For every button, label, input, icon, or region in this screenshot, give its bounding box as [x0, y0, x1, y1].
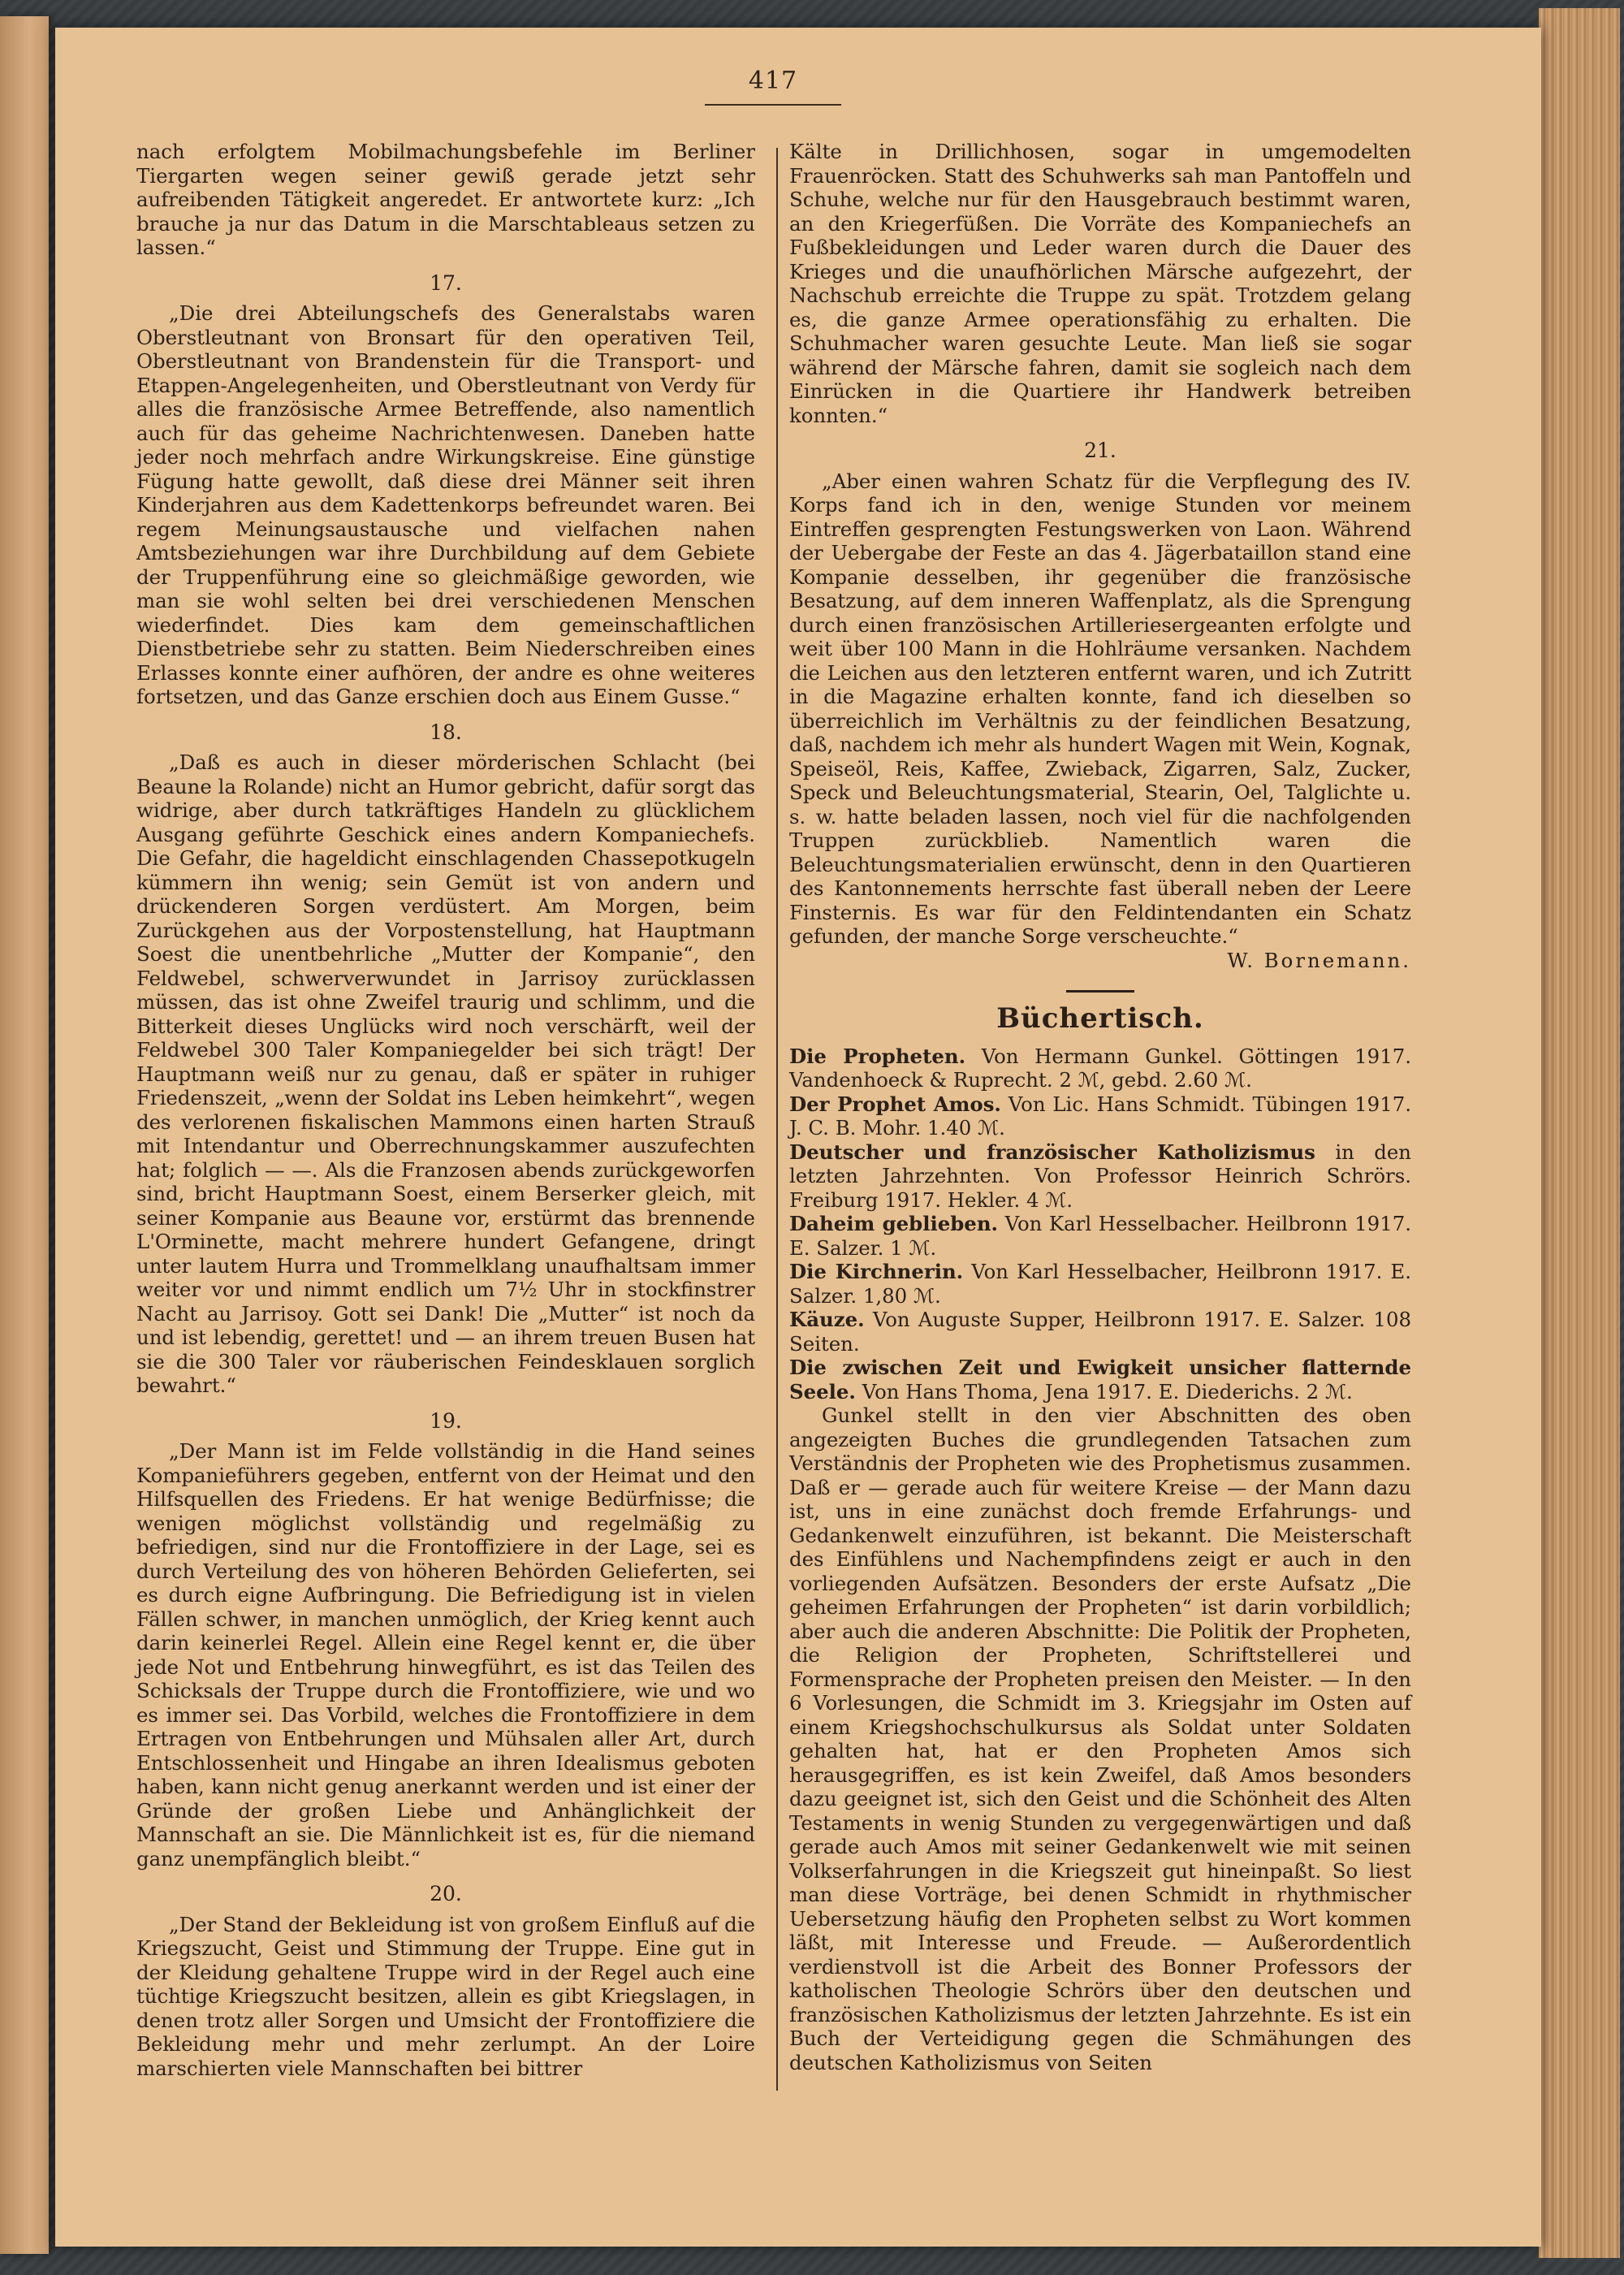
book-details: Von Hans Thoma, Jena 1917. E. Diederichs. 2 ℳ.	[862, 1379, 1353, 1403]
author-signature: W. Bornemann.	[1227, 948, 1411, 972]
book-entry	[789, 1140, 1411, 1213]
right-column	[789, 140, 1411, 2074]
book-details: Von Karl Hesselbacher, Heilbronn 1917. E. Salzer. 1,80 ℳ.	[789, 1260, 1411, 1308]
book-entry	[789, 1045, 1411, 1092]
book-title: Daheim geblieben.	[789, 1212, 999, 1235]
column-divider	[776, 148, 778, 2091]
book-details: Von Lic. Hans Schmidt. Tübingen 1917. J. C. B. Mohr. 1.40 ℳ.	[789, 1092, 1411, 1140]
paragraph: „Die drei Abteilungschefs des Generalstabs waren Oberstleutnant von Bronsart für den operativen Teil, Oberstleutnant von Brandenstein für die Transport- und Etappen-Angelegenheiten, und Oberstleutnant von Verdy für alles die französische Armee Betreffende, also namentlich auch für das geheime Nachrichtenwesen. Daneben hatte jeder noch mehrfach andre Wirkungskreise. Eine günstige Fügung hatte gewollt, daß diese drei Männer seit ihren Kinderjahren aus dem Kadettenkorps befreundet waren. Bei regem Meinungsaustausche und vielfachen nahen Amtsbeziehungen war ihre Durchbildung auf dem Gebiete der Truppenführung eine so gleichmäßige geworden, wie man sie wohl selten bei drei verschiedenen Menschen wiederfindet. Dies kam dem gemeinschaftlichen Dienstbetriebe sehr zu statten. Beim Niederschreiben eines Erlasses konnte einer aufhören, der andre es ohne weiteres fortsetzen, und das Ganze erschien doch aus Einem Gusse.“	[136, 301, 755, 708]
book-details: in den letzten Jahrzehnten. Von Professor Heinrich Schrörs. Freiburg 1917. Hekler. 4 ℳ.	[789, 1140, 1411, 1212]
section-number: 18.	[430, 720, 462, 744]
book-details: Von Karl Hesselbacher. Heilbronn 1917. E. Salzer. 1 ℳ.	[789, 1212, 1411, 1260]
book-entry	[789, 1308, 1411, 1356]
section-number: 20.	[430, 1882, 462, 1905]
book-title: Die Kirchnerin.	[789, 1260, 964, 1283]
section-number: 19.	[430, 1408, 462, 1433]
paragraph: „Der Mann ist im Felde vollständig in die Hand seines Kompanieführers gegeben, entfernt von der Heimat und den Hilfsquellen des Friedens. Er hat wenige Bedürfnisse; die wenigen möglichst vollständig und regelmäßig zu befriedigen, sind nur die Frontoffiziere in der Lage, sei es durch Verteilung des von höheren Behörden Gelieferten, sei es durch eigne Aufbringung. Die Befriedigung ist in vielen Fällen schwer, in manchen unmöglich, der Krieg kennt auch darin keinerlei Regel. Allein eine Regel kennt er, die über jede Not und Entbehrung hinwegführt, es ist das Teilen des Schicksals der Truppe durch die Frontoffiziere, wie und wo es immer sei. Das Vorbild, welches die Frontoffiziere in dem Ertragen von Entbehrungen und Mühsalen aller Art, durch Entschlossenheit und Hingabe an ihren Idealismus geboten haben, kann nicht genug anerkannt werden und ist einer der Gründe der großen Liebe und Anhänglichkeit der Mannschaft an sie. Die Männlichkeit ist es, für die niemand ganz unempfänglich bleibt.“	[136, 1439, 755, 1871]
paragraph: „Aber einen wahren Schatz für die Verpflegung des IV. Korps fand ich in den, wenige Stunden vor meinem Eintreffen gesprengten Festungswerken von Laon. Während der Uebergabe der Feste an das 4. Jägerbataillon stand eine Kompanie desselben, ihr gegenüber die französische Besatzung, auf dem inneren Waffenplatz, als die Sprengung durch einen französischen Artilleriesergeanten erfolgte und weit über 100 Mann in die Hohlräume versanken. Nachdem die Leichen aus den letzteren entfernt waren, und ich Zutritt in die Magazine erhalten konnte, fand ich dieselben so überreichlich im Verhältnis zu der feindlichen Besatzung, daß, nachdem ich mehr als hundert Wagen mit Wein, Kognak, Speiseöl, Reis, Kaffee, Zwieback, Zigarren, Salz, Zucker, Speck und Beleuchtungsmaterial, Stearin, Oel, Talglichte u. s. w. hatte beladen lassen, noch viel für die nachfolgenden Truppen zurückblieb. Namentlich waren die Beleuchtungsmaterialien erwünscht, denn in den Quartieren des Kantonnements herrschte fast überall neben der Leere Finsternis. Es war für den Feldintendanten ein Schatz gefunden, der manche Sorge verscheuchte.“	[789, 469, 1411, 948]
book-details: Von Hermann Gunkel. Göttingen 1917. Vandenhoeck & Ruprecht. 2 ℳ, gebd. 2.60 ℳ.	[789, 1044, 1411, 1092]
paragraph: „Der Stand der Bekleidung ist von großem Einfluß auf die Kriegszucht, Geist und Stimmung der Truppe. Eine gut in der Kleidung gehaltene Truppe wird in der Regel auch eine tüchtige Kriegszucht besitzen, allein es gibt Kriegslagen, in denen trotz aller Sorgen und Umsicht der Frontoffiziere die Bekleidung mehr und mehr zerlumpt. An der Loire marschierten viele Mannschaften bei bittrer	[136, 1912, 755, 2080]
header-rule	[705, 104, 841, 106]
book-entry	[789, 1092, 1411, 1140]
book-title: Die Propheten.	[789, 1044, 966, 1068]
paragraph: Kälte in Drillichhosen, sogar in umgemodelten Frauenröcken. Statt des Schuhwerks sah man Pantoffeln und Schuhe, welche nur für den Hausgebrauch bestimmt waren, an den Kriegerfüßen. Die Vorräte des Kompaniechefs an Fußbekleidungen und Leder waren durch die Dauer des Krieges und die unaufhörlichen Märsche aufgezehrt, der Nachschub erreichte die Truppe zu spät. Trotzdem gelang es, die ganze Armee operationsfähig zu erhalten. Die Schuhmacher waren gesuchte Leute. Man ließ sie sogar während der Märsche fahren, damit sie sogleich nach dem Einrücken in die Quartiere ihr Handwerk betreiben konnten.“	[789, 140, 1411, 427]
book-entry	[789, 1212, 1411, 1260]
book-title: Die zwischen Zeit und Ewigkeit unsicher flatternde Seele.	[789, 1356, 1411, 1403]
section-number: 21.	[1084, 439, 1116, 462]
section-separator	[1066, 990, 1134, 993]
review-paragraph: Gunkel stellt in den vier Abschnitten des oben angezeigten Buches die grundlegenden Tatsachen zum Verständnis der Propheten wie des Prophetismus zusammen. Daß er — gerade auch für weitere Kreise — der Mann dazu ist, uns in eine zunächst doch fremde Erfahrungs- und Gedankenwelt einzuführen, ist bekannt. Die Meisterschaft des Einfühlens und Nachempfindens zeigt er auch in den vorliegenden Aufsätzen. Besonders der erste Aufsatz „Die geheimen Erfahrungen der Propheten“ ist darin vorbildlich; aber auch die anderen Abschnitte: Die Politik der Propheten, die Religion der Propheten, Schriftstellerei und Formensprache der Propheten preisen den Meister. — In den 6 Vorlesungen, die Schmidt im 3. Kriegsjahr im Osten auf einem Kriegshochschulkursus als Soldat unter Soldaten gehalten hat, hat er den Propheten Amos sich herausgegriffen, es ist kein Zweifel, daß Amos besonders dazu geeignet ist, sich den Geist und die Schönheit des Alten Testaments in wenig Stunden zu vergegenwärtigen und daß gerade auch Amos mit seiner Gedankenwelt wie mit seinen Volkserfahrungen in die Kriegszeit gut hineinpaßt. So liest man diese Vorträge, bei denen Schmidt in rhythmischer Uebersetzung häufig den Propheten selbst zu Wort kommen läßt, mit Interesse und Freude. — Außerordentlich verdienstvoll ist die Arbeit des Bonner Professors der katholischen Theologie Schrörs über den deutschen und französischen Katholizismus der letzten Jahrzehnte. Es ist ein Buch der Verteidigung gegen die Schmähungen des deutschen Katholizismus von Seiten	[789, 1403, 1411, 2074]
book-details: Von Auguste Supper, Heilbronn 1917. E. Salzer. 108 Seiten.	[789, 1308, 1411, 1356]
section-title: Büchertisch.	[996, 1002, 1204, 1035]
paragraph: nach erfolgtem Mobilmachungsbefehle im Berliner Tiergarten wegen seiner gewiß gerade jetzt sehr aufreibenden Tätigkeit angeredet. Er antwortete kurz: „Ich brauche ja nur das Datum in die Marschtableaus setzen zu lassen.“	[136, 140, 755, 259]
previous-page-edge	[0, 16, 49, 2254]
book-entry	[789, 1260, 1411, 1308]
book-title: Deutscher und französischer Katholizismus	[789, 1140, 1315, 1164]
book-title: Käuze.	[789, 1308, 865, 1331]
left-column	[136, 140, 755, 2080]
section-number: 17.	[430, 270, 462, 295]
book-entry	[789, 1356, 1411, 1403]
paragraph: „Daß es auch in dieser mörderischen Schlacht (bei Beaune la Rolande) nicht an Humor gebricht, dafür sorgt das widrige, aber durch tatkräftiges Handeln zu glücklichem Ausgang geführte Geschick eines andern Kompaniechefs. Die Gefahr, die hageldicht einschlagenden Chassepotkugeln kümmern ihn wenig; sein Gemüt ist von andern und drückenderen Sorgen verdüstert. Am Morgen, beim Zurückgehen aus der Vorpostenstellung, hat Hauptmann Soest die unentbehrliche „Mutter der Kompanie“, den Feldwebel, schwerverwundet in Jarrisoy zurücklassen müssen, das ist ohne Zweifel traurig und schlimm, und die Bitterkeit dieses Unglücks wird noch verschärft, weil der Feldwebel 300 Taler Kompaniegelder bei sich trägt! Der Hauptmann weiß nur zu genau, daß er später in ruhiger Friedenszeit, „wenn der Soldat ins Leben heimkehrt“, wegen des verlorenen fiskalischen Mammons einen harten Strauß mit Intendantur und Oberrechnungskammer auszufechten hat; folglich — —. Als die Franzosen abends zurückgeworfen sind, bricht Hauptmann Soest, einem Berserker gleich, mit seiner Kompanie aus Beaune vor, erstürmt das brennende L'Orminette, macht mehrere hundert Gefangene, dringt unter lautem Hurra und Trommelklang unaufhaltsam immer weiter vor und nimmt endlich um 7½ Uhr in stockfinstrer Nacht au Jarrisoy. Gott sei Dank! Die „Mutter“ ist noch da und ist lebendig, gerettet! und — an ihrem treuen Busen hat sie die 300 Taler vor räuberischen Feindesklauen sorglich bewahrt.“	[136, 750, 755, 1397]
page-number: 417	[748, 67, 798, 95]
page-stack-edges	[1539, 8, 1620, 2258]
book-title: Der Prophet Amos.	[789, 1092, 1001, 1116]
